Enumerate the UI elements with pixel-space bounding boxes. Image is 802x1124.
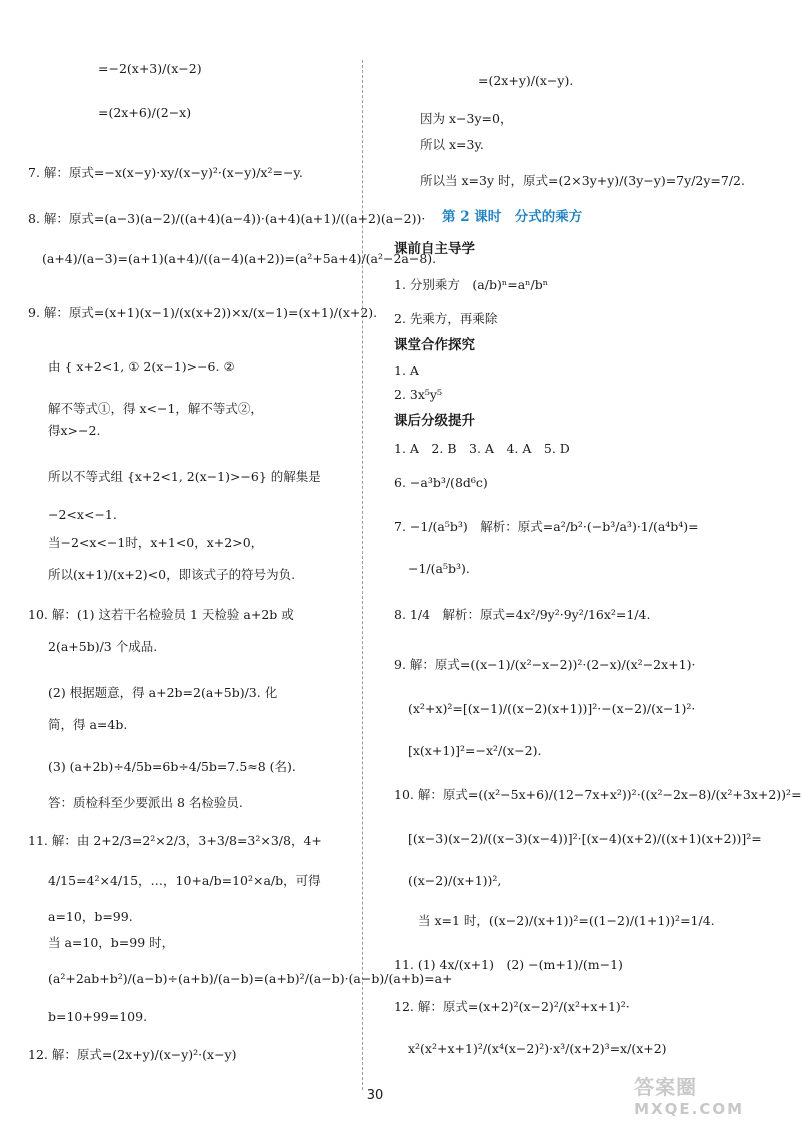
answer-10: 10. 解：原式=((x²−5x+6)/(12−7x+x²))²·((x²−2x−8)/(x²+3x+2))²= <box>394 787 802 802</box>
answer-2: 2. 3x⁵y⁵ <box>394 387 442 402</box>
answer-line: 当 x=1 时，((x−2)/(x+1))²=((1−2)/(1+1))²=1/4. <box>418 913 715 928</box>
answer-choices: 1. A 2. B 3. A 4. A 5. D <box>394 441 570 456</box>
answer-line: 所以(x+1)/(x+2)<0，即该式子的符号为负. <box>48 567 296 582</box>
answer-line: =−2(x+3)/(x−2) <box>98 61 202 76</box>
page-number: 30 <box>366 1088 384 1103</box>
answer-line: b=10+99=109. <box>48 1009 148 1024</box>
answer-10: 10. 解：(1) 这若干名检验员 1 天检验 a+2b 或 <box>28 607 294 622</box>
answer-line: 简，得 a=4b. <box>48 717 128 732</box>
answer-line: 2(a+5b)/3 个成品. <box>48 639 158 654</box>
answer-1: 1. A <box>394 363 419 378</box>
answer-line: =(2x+6)/(2−x) <box>98 105 192 120</box>
answer-line: (3) (a+2b)÷4/5b=6b÷4/5b=7.5≈8 (名). <box>48 759 296 774</box>
answer-line: (x²+x)²=[(x−1)/((x−2)(x+1))]²·−(x−2)/(x−1)²· <box>408 701 696 716</box>
answer-line: (a²+2ab+b²)/(a−b)÷(a+b)/(a−b)=(a+b)²/(a−b)·(a−b)/(a+b)=a+ <box>48 971 453 986</box>
section-title: 第 2 课时 分式的乘方 <box>442 209 583 225</box>
answer-line: =(2x+y)/(x−y). <box>478 73 574 88</box>
section-heading: 课堂合作探究 <box>394 337 475 353</box>
answer-1: 1. 分别乘方 (a/b)ⁿ=aⁿ/bⁿ <box>394 277 549 292</box>
answer-11: 11. 解：由 2+2/3=2²×2/3，3+3/8=3²×3/8，4+ <box>28 833 322 848</box>
answer-line: 当−2<x<−1时，x+1<0，x+2>0， <box>48 535 264 550</box>
answer-12: 12. 解：原式=(2x+y)/(x−y)²·(x−y) <box>28 1047 237 1062</box>
answer-2: 2. 先乘方，再乘除 <box>394 311 498 326</box>
section-heading: 课后分级提升 <box>394 413 475 429</box>
answer-line: 所以不等式组 {x+2<1, 2(x−1)>−6} 的解集是 <box>48 469 321 484</box>
answer-line: 答：质检科至少要派出 8 名检验员. <box>48 795 243 810</box>
answer-line: [x(x+1)]²=−x²/(x−2). <box>408 743 542 758</box>
answer-line: x²(x²+x+1)²/(x⁴(x−2)²)·x³/(x+2)³=x/(x+2) <box>408 1041 667 1056</box>
section-heading: 课前自主导学 <box>394 241 475 257</box>
answer-line: 得x>−2. <box>48 423 101 438</box>
answer-line: 4/15=4²×4/15，…，10+a/b=10²×a/b，可得 <box>48 873 321 888</box>
answer-9: 9. 解：原式=((x−1)/(x²−x−2))²·(2−x)/(x²−2x+1)· <box>394 657 696 672</box>
answer-line: a=10，b=99. <box>48 909 133 924</box>
watermark-url: MXQE.COM <box>634 1100 744 1118</box>
answer-line: (2) 根据题意，得 a+2b=2(a+5b)/3. 化 <box>48 685 278 700</box>
answer-8: 8. 解：原式=(a−3)(a−2)/((a+4)(a−4))·(a+4)(a+1)/((a+2)(a−2))· <box>28 211 426 226</box>
answer-9: 9. 解：原式=(x+1)(x−1)/(x(x+2))×x/(x−1)=(x+1)/(x+2). <box>28 305 378 320</box>
answer-8: 8. 1/4 解析：原式=4x²/9y²·9y²/16x²=1/4. <box>394 607 651 622</box>
answer-line: 因为 x−3y=0， <box>420 111 513 126</box>
answer-11: 11. (1) 4x/(x+1) (2) −(m+1)/(m−1) <box>394 957 623 972</box>
answer-line: −1/(a⁵b³). <box>408 561 470 576</box>
answer-line: 由 { x+2<1, ① 2(x−1)>−6. ② <box>48 359 235 374</box>
answer-line: [(x−3)(x−2)/((x−3)(x−4))]²·[(x−4)(x+2)/((x+1)(x+2))]²= <box>408 831 762 846</box>
answer-line: (a+4)/(a−3)=(a+1)(a+4)/((a−4)(a+2))=(a²+5a+4)/(a²−2a−8). <box>42 251 437 266</box>
answer-line: 当 a=10，b=99 时， <box>48 935 175 950</box>
answer-line: 解不等式①，得 x<−1，解不等式②， <box>48 401 263 416</box>
answer-7: 7. 解：原式=−x(x−y)·xy/(x−y)²·(x−y)/x²=−y. <box>28 165 303 180</box>
answer-12: 12. 解：原式=(x+2)²(x−2)²/(x²+x+1)²· <box>394 999 630 1014</box>
watermark-logo <box>634 1071 744 1118</box>
answer-line: ((x−2)/(x+1))², <box>408 873 502 888</box>
answer-line: −2<x<−1. <box>48 507 117 522</box>
watermark-text: 答案圈 <box>634 1075 698 1099</box>
answer-7: 7. −1/(a⁵b³) 解析：原式=a²/b²·(−b³/a³)·1/(a⁴b⁴)= <box>394 519 699 534</box>
answer-line: 所以 x=3y. <box>420 137 484 152</box>
answer-line: 所以当 x=3y 时，原式=(2×3y+y)/(3y−y)=7y/2y=7/2. <box>420 173 745 188</box>
answer-6: 6. −a³b³/(8d⁶c) <box>394 475 488 490</box>
